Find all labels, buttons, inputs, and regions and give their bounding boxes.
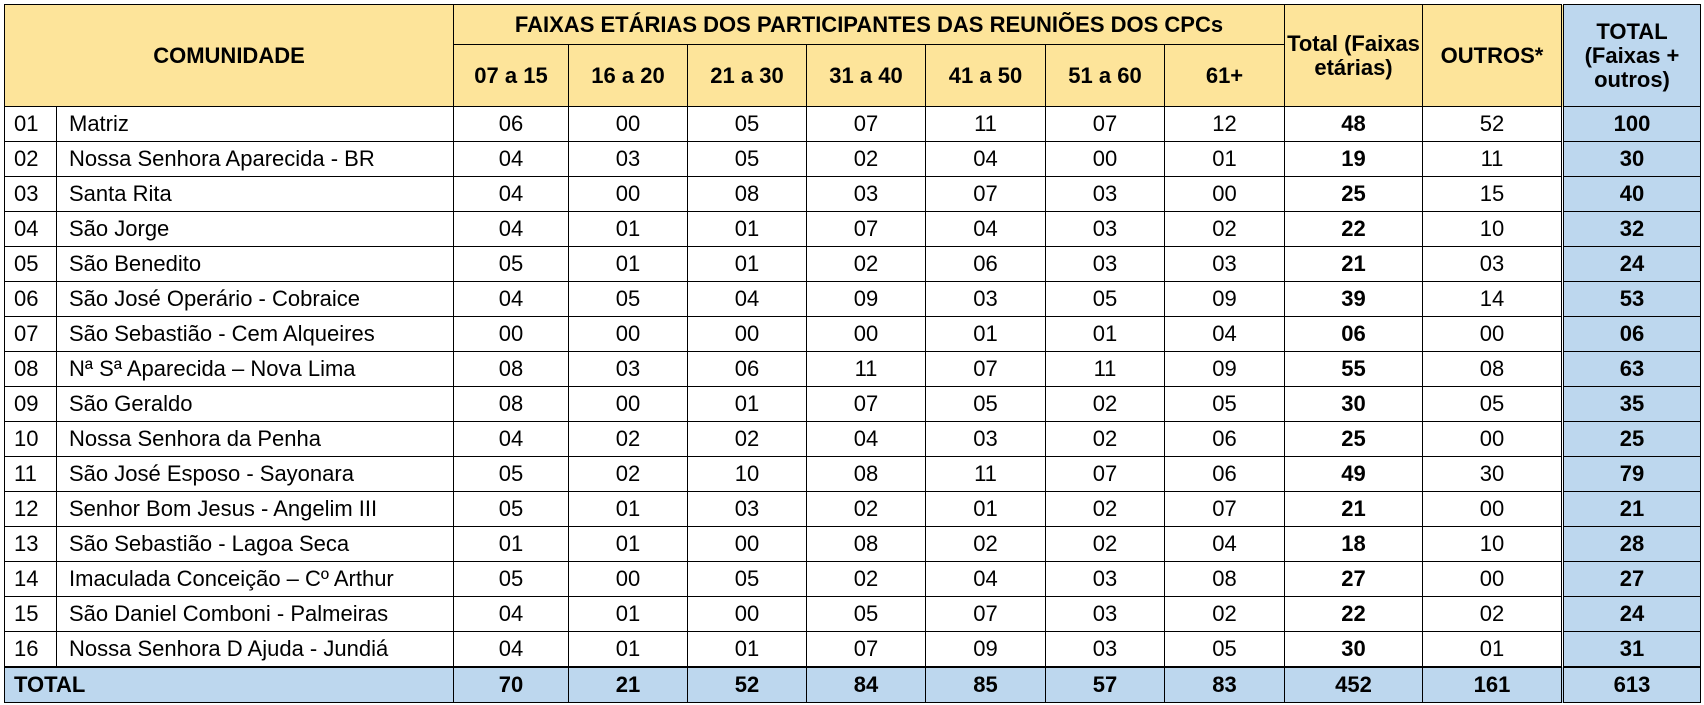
row-number: 13	[5, 527, 57, 562]
row-outros: 01	[1423, 632, 1563, 668]
total-label: TOTAL	[5, 667, 454, 703]
age-count: 00	[688, 597, 807, 632]
age-count: 01	[569, 527, 688, 562]
age-count: 08	[454, 352, 569, 387]
age-count: 01	[688, 387, 807, 422]
row-total-geral: 79	[1563, 457, 1701, 492]
total-age-count: 83	[1165, 667, 1285, 703]
age-count: 02	[807, 142, 926, 177]
row-number: 10	[5, 422, 57, 457]
age-count: 00	[569, 317, 688, 352]
total-age-count: 52	[688, 667, 807, 703]
table-row	[5, 212, 1701, 247]
community-name: Senhor Bom Jesus - Angelim III	[57, 492, 454, 527]
age-count: 01	[688, 212, 807, 247]
age-count: 01	[569, 212, 688, 247]
age-count: 00	[569, 107, 688, 142]
age-count: 07	[1046, 457, 1165, 492]
total-age-count: 70	[454, 667, 569, 703]
age-count: 02	[1165, 597, 1285, 632]
age-count: 02	[1046, 387, 1165, 422]
age-count: 11	[807, 352, 926, 387]
age-count: 02	[688, 422, 807, 457]
age-count: 03	[926, 422, 1046, 457]
row-total-faixas: 22	[1285, 212, 1423, 247]
row-total-faixas: 49	[1285, 457, 1423, 492]
age-count: 00	[807, 317, 926, 352]
age-count: 00	[569, 562, 688, 597]
age-count: 11	[926, 107, 1046, 142]
community-name: Nossa Senhora Aparecida - BR	[57, 142, 454, 177]
row-number: 14	[5, 562, 57, 597]
total-age-count: 84	[807, 667, 926, 703]
age-count: 07	[807, 212, 926, 247]
row-total-faixas: 48	[1285, 107, 1423, 142]
table-row	[5, 142, 1701, 177]
age-count: 03	[1046, 247, 1165, 282]
age-count: 07	[926, 597, 1046, 632]
row-total-geral: 100	[1563, 107, 1701, 142]
row-number: 06	[5, 282, 57, 317]
header-age-group: 07 a 15	[454, 45, 569, 107]
age-count: 00	[1046, 142, 1165, 177]
row-total-faixas: 21	[1285, 247, 1423, 282]
age-count: 03	[569, 142, 688, 177]
row-total-geral: 40	[1563, 177, 1701, 212]
row-total-geral: 21	[1563, 492, 1701, 527]
row-number: 08	[5, 352, 57, 387]
age-count: 00	[569, 387, 688, 422]
age-count: 04	[454, 282, 569, 317]
total-outros-sum: 161	[1423, 667, 1563, 703]
age-count: 03	[569, 352, 688, 387]
row-number: 11	[5, 457, 57, 492]
community-name: Santa Rita	[57, 177, 454, 212]
age-count: 02	[569, 457, 688, 492]
age-count: 08	[807, 527, 926, 562]
age-count: 01	[569, 492, 688, 527]
age-count: 12	[1165, 107, 1285, 142]
age-count: 03	[1046, 562, 1165, 597]
age-count: 01	[569, 632, 688, 668]
row-total-geral: 24	[1563, 247, 1701, 282]
community-name: São Benedito	[57, 247, 454, 282]
row-outros: 14	[1423, 282, 1563, 317]
age-count: 05	[454, 247, 569, 282]
table-row	[5, 562, 1701, 597]
age-count: 03	[1046, 632, 1165, 668]
row-outros: 02	[1423, 597, 1563, 632]
row-total-geral: 63	[1563, 352, 1701, 387]
age-count: 01	[926, 492, 1046, 527]
age-count: 05	[807, 597, 926, 632]
row-outros: 03	[1423, 247, 1563, 282]
age-count: 03	[807, 177, 926, 212]
total-row	[5, 667, 1701, 703]
age-count: 00	[569, 177, 688, 212]
row-total-faixas: 30	[1285, 387, 1423, 422]
row-total-geral: 30	[1563, 142, 1701, 177]
row-outros: 00	[1423, 317, 1563, 352]
row-outros: 11	[1423, 142, 1563, 177]
row-number: 16	[5, 632, 57, 668]
row-total-faixas: 21	[1285, 492, 1423, 527]
age-count: 06	[454, 107, 569, 142]
age-count: 02	[1046, 422, 1165, 457]
header-total-faixas: Total (Faixas etárias)	[1285, 5, 1423, 107]
age-count: 07	[1046, 107, 1165, 142]
community-name: São José Operário - Cobraice	[57, 282, 454, 317]
row-total-geral: 06	[1563, 317, 1701, 352]
table-row	[5, 317, 1701, 352]
table-row	[5, 457, 1701, 492]
age-count: 09	[1165, 282, 1285, 317]
table-row	[5, 527, 1701, 562]
age-count: 06	[688, 352, 807, 387]
row-number: 15	[5, 597, 57, 632]
row-number: 02	[5, 142, 57, 177]
age-count: 07	[926, 177, 1046, 212]
age-count: 04	[454, 632, 569, 668]
community-name: São Jorge	[57, 212, 454, 247]
age-count: 05	[1046, 282, 1165, 317]
age-count: 05	[688, 107, 807, 142]
row-total-geral: 32	[1563, 212, 1701, 247]
age-count: 10	[688, 457, 807, 492]
row-outros: 08	[1423, 352, 1563, 387]
age-count: 05	[1165, 387, 1285, 422]
row-outros: 10	[1423, 212, 1563, 247]
age-count: 11	[1046, 352, 1165, 387]
row-outros: 00	[1423, 562, 1563, 597]
age-count: 04	[807, 422, 926, 457]
age-count: 05	[688, 142, 807, 177]
row-total-faixas: 55	[1285, 352, 1423, 387]
age-count: 00	[688, 527, 807, 562]
age-count: 05	[688, 562, 807, 597]
table-row	[5, 177, 1701, 212]
row-total-geral: 25	[1563, 422, 1701, 457]
header-age-group: 31 a 40	[807, 45, 926, 107]
header-comunidade: COMUNIDADE	[5, 5, 454, 107]
age-count: 01	[926, 317, 1046, 352]
age-count: 02	[1046, 492, 1165, 527]
age-count: 05	[926, 387, 1046, 422]
age-count: 04	[926, 562, 1046, 597]
header-age-group: 61+	[1165, 45, 1285, 107]
age-count: 05	[454, 562, 569, 597]
age-count: 02	[1046, 527, 1165, 562]
age-count: 08	[688, 177, 807, 212]
age-count: 04	[454, 177, 569, 212]
age-count: 04	[688, 282, 807, 317]
row-total-geral: 24	[1563, 597, 1701, 632]
age-count: 07	[807, 632, 926, 668]
row-total-faixas: 25	[1285, 177, 1423, 212]
row-outros: 15	[1423, 177, 1563, 212]
table-row	[5, 352, 1701, 387]
age-count: 05	[454, 457, 569, 492]
age-count: 05	[1165, 632, 1285, 668]
row-number: 04	[5, 212, 57, 247]
age-count: 08	[1165, 562, 1285, 597]
header-outros: OUTROS*	[1423, 5, 1563, 107]
row-total-geral: 28	[1563, 527, 1701, 562]
header-age-group: 51 a 60	[1046, 45, 1165, 107]
row-total-faixas: 06	[1285, 317, 1423, 352]
age-count: 00	[454, 317, 569, 352]
row-total-geral: 53	[1563, 282, 1701, 317]
age-count: 00	[1165, 177, 1285, 212]
age-count: 11	[926, 457, 1046, 492]
table-row	[5, 632, 1701, 668]
row-number: 05	[5, 247, 57, 282]
row-number: 03	[5, 177, 57, 212]
age-count: 04	[454, 212, 569, 247]
age-count: 04	[454, 142, 569, 177]
age-count: 04	[1165, 317, 1285, 352]
age-count: 04	[454, 597, 569, 632]
age-count: 04	[454, 422, 569, 457]
age-count: 05	[454, 492, 569, 527]
age-count: 09	[1165, 352, 1285, 387]
total-faixas-sum: 452	[1285, 667, 1423, 703]
header-age-group: 21 a 30	[688, 45, 807, 107]
age-count: 00	[688, 317, 807, 352]
age-count: 04	[926, 212, 1046, 247]
cpc-participants-table	[4, 4, 1701, 703]
age-count: 02	[807, 492, 926, 527]
row-outros: 52	[1423, 107, 1563, 142]
age-count: 01	[1165, 142, 1285, 177]
row-outros: 05	[1423, 387, 1563, 422]
age-count: 01	[1046, 317, 1165, 352]
community-name: São Sebastião - Cem Alqueires	[57, 317, 454, 352]
age-count: 09	[926, 632, 1046, 668]
total-geral-sum: 613	[1563, 667, 1701, 703]
age-count: 09	[807, 282, 926, 317]
age-count: 02	[807, 247, 926, 282]
row-total-faixas: 27	[1285, 562, 1423, 597]
row-number: 01	[5, 107, 57, 142]
row-outros: 30	[1423, 457, 1563, 492]
age-count: 02	[807, 562, 926, 597]
age-count: 03	[1046, 177, 1165, 212]
row-total-geral: 31	[1563, 632, 1701, 668]
age-count: 01	[569, 597, 688, 632]
row-total-geral: 27	[1563, 562, 1701, 597]
row-total-faixas: 22	[1285, 597, 1423, 632]
age-count: 06	[1165, 422, 1285, 457]
row-number: 12	[5, 492, 57, 527]
age-count: 03	[688, 492, 807, 527]
community-name: São José Esposo - Sayonara	[57, 457, 454, 492]
age-count: 03	[1165, 247, 1285, 282]
table-row	[5, 247, 1701, 282]
community-name: São Geraldo	[57, 387, 454, 422]
row-total-faixas: 25	[1285, 422, 1423, 457]
age-count: 01	[688, 632, 807, 668]
community-name: Nª Sª Aparecida – Nova Lima	[57, 352, 454, 387]
age-count: 02	[1165, 212, 1285, 247]
community-name: Imaculada Conceição – Cº Arthur	[57, 562, 454, 597]
row-outros: 00	[1423, 492, 1563, 527]
table-row	[5, 492, 1701, 527]
age-count: 05	[569, 282, 688, 317]
total-age-count: 57	[1046, 667, 1165, 703]
table-row	[5, 597, 1701, 632]
community-name: São Daniel Comboni - Palmeiras	[57, 597, 454, 632]
age-count: 07	[807, 387, 926, 422]
header-faixas-title: FAIXAS ETÁRIAS DOS PARTICIPANTES DAS REUNIÕES DOS CPCs	[454, 5, 1285, 45]
age-count: 01	[454, 527, 569, 562]
community-name: Matriz	[57, 107, 454, 142]
age-count: 06	[1165, 457, 1285, 492]
table-row	[5, 282, 1701, 317]
row-total-faixas: 39	[1285, 282, 1423, 317]
row-total-faixas: 19	[1285, 142, 1423, 177]
age-count: 08	[807, 457, 926, 492]
row-number: 09	[5, 387, 57, 422]
row-total-faixas: 30	[1285, 632, 1423, 668]
header-age-group: 41 a 50	[926, 45, 1046, 107]
community-name: São Sebastião - Lagoa Seca	[57, 527, 454, 562]
age-count: 07	[926, 352, 1046, 387]
row-outros: 10	[1423, 527, 1563, 562]
age-count: 04	[1165, 527, 1285, 562]
total-age-count: 85	[926, 667, 1046, 703]
header-total-geral: TOTAL (Faixas + outros)	[1563, 5, 1701, 107]
row-number: 07	[5, 317, 57, 352]
age-count: 08	[454, 387, 569, 422]
header-age-group: 16 a 20	[569, 45, 688, 107]
age-count: 04	[926, 142, 1046, 177]
age-count: 02	[569, 422, 688, 457]
age-count: 07	[1165, 492, 1285, 527]
row-total-faixas: 18	[1285, 527, 1423, 562]
row-outros: 00	[1423, 422, 1563, 457]
age-count: 06	[926, 247, 1046, 282]
table-row	[5, 422, 1701, 457]
age-count: 07	[807, 107, 926, 142]
table-row	[5, 387, 1701, 422]
age-count: 01	[569, 247, 688, 282]
age-count: 02	[926, 527, 1046, 562]
age-count: 01	[688, 247, 807, 282]
community-name: Nossa Senhora da Penha	[57, 422, 454, 457]
age-count: 03	[1046, 597, 1165, 632]
age-count: 03	[1046, 212, 1165, 247]
age-count: 03	[926, 282, 1046, 317]
total-age-count: 21	[569, 667, 688, 703]
table-row	[5, 107, 1701, 142]
community-name: Nossa Senhora D Ajuda - Jundiá	[57, 632, 454, 668]
row-total-geral: 35	[1563, 387, 1701, 422]
